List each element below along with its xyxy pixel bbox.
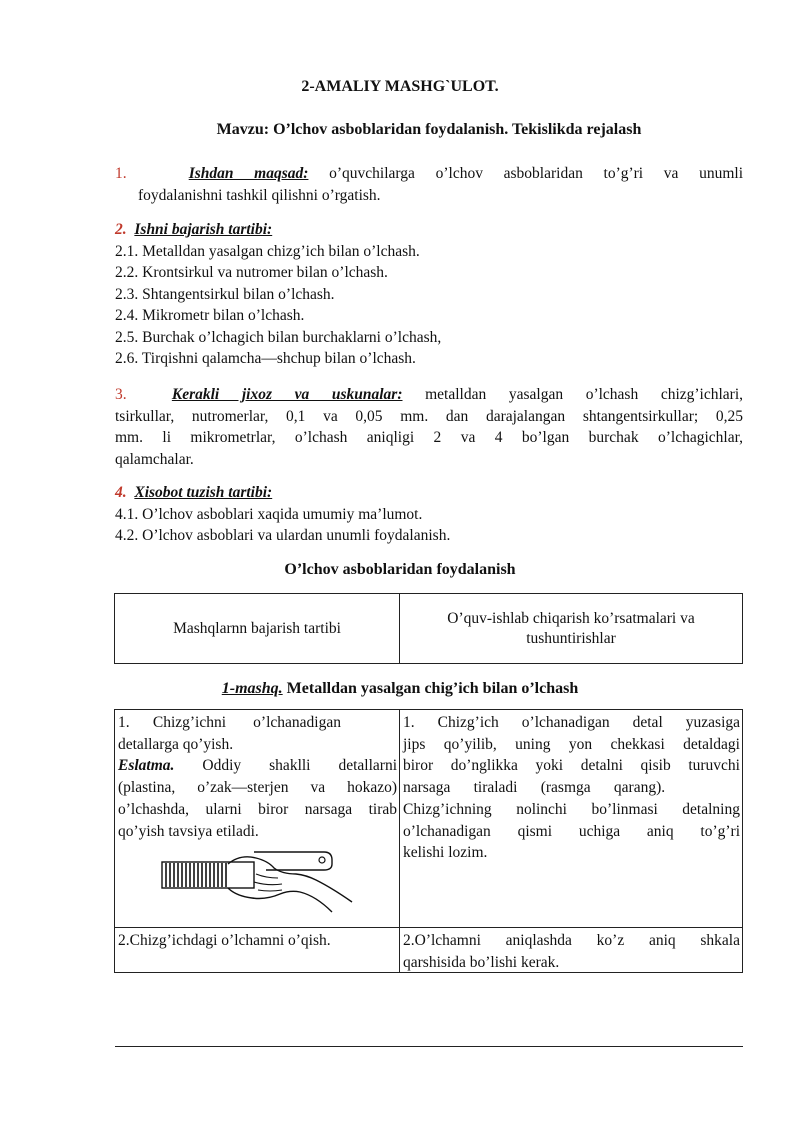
exercise-title-text: Metalldan yasalgan chig’ich bilan o’lchash bbox=[282, 680, 579, 697]
row-1-left-line: detallarga qo’yish. bbox=[118, 735, 234, 753]
table-row bbox=[115, 710, 742, 927]
table-row bbox=[115, 927, 742, 972]
section-3-number: 3. bbox=[115, 386, 127, 403]
row-1-right-line: narsaga tiraladi (rasmga qarang). bbox=[403, 779, 666, 797]
exercise-label: 1-mashq. bbox=[221, 680, 283, 697]
row-1-right-line: jips qo’yilib, uning yon chekkasi detaldagi bbox=[403, 735, 740, 753]
section-1-text-1: o’quvchilarga o’lchov asboblaridan to’g’ri va unumli bbox=[308, 165, 744, 182]
section-2-heading-line bbox=[115, 219, 743, 241]
section-4-heading: Xisobot tuzish tartibi: bbox=[134, 484, 273, 501]
row-1-note-line: qo’yish tavsiya etiladi. bbox=[118, 822, 259, 840]
row-1-left-line: 1. Chizg’ichni o’lchanadigan bbox=[118, 714, 341, 731]
row-2-left-cell: 2.Chizg’ichdagi o’lchamni o’qish. bbox=[115, 928, 400, 972]
section-4-number: 4. bbox=[115, 484, 127, 501]
section-3-line-2: tsirkullar, nutromerlar, 0,1 va 0,05 mm. dan darajalangan shtangentsirkullar; 0,25 bbox=[115, 407, 743, 425]
row-2-right-line: 2.O’lchamni aniqlashda ko’z aniq shkala bbox=[403, 932, 740, 949]
section-2-item: 2.6. Tirqishni qalamcha—shchup bilan o’lchash. bbox=[115, 350, 416, 367]
section-1-line-1 bbox=[115, 163, 744, 185]
section-2-item: 2.3. Shtangentsirkul bilan o’lchash. bbox=[115, 285, 335, 303]
header-col-1: Mashqlarnn bajarish tartibi bbox=[115, 594, 400, 663]
row-1-note-line bbox=[118, 755, 397, 777]
exercise-title bbox=[0, 680, 800, 698]
section-1 bbox=[115, 163, 743, 206]
row-1-right-line: 1. Chizg’ich o’lchanadigan detal yuzasiga bbox=[403, 714, 740, 731]
section-2-item: 2.1. Metalldan yasalgan chizg’ich bilan o’lchash. bbox=[115, 242, 420, 260]
section-3-line-1 bbox=[115, 384, 743, 406]
row-1-right-line: kelishi lozim. bbox=[403, 844, 488, 862]
header-col-2: O’quv-ishlab chiqarish ko’rsatmalari va tushuntirishlar bbox=[447, 609, 695, 647]
header-table bbox=[114, 593, 743, 664]
section-2-item: 2.5. Burchak o’lchagich bilan burchaklarni o’lchash, bbox=[115, 328, 442, 346]
section-3 bbox=[115, 384, 743, 470]
section-3-line-4: qalamchalar. bbox=[115, 450, 194, 468]
table-title: O’lchov asboblaridan foydalanish bbox=[284, 561, 516, 578]
section-3-line-3: mm. li mikrometrlar, o’lchash aniqligi 2 va 4 bo’lgan burchak o’lchagichlar, bbox=[115, 429, 743, 446]
section-2-item: 2.2. Krontsirkul va nutromer bilan o’lchash. bbox=[115, 264, 388, 281]
section-1-line-2: foydalanishni tashkil qilishni o’rgatish. bbox=[138, 186, 381, 204]
section-2-heading: Ishni bajarish tartibi: bbox=[134, 221, 273, 238]
section-2 bbox=[115, 219, 743, 370]
section-2-number: 2. bbox=[115, 221, 127, 238]
row-1-right-line: Chizg’ichning nolinchi bo’linmasi detalning bbox=[403, 800, 740, 818]
exercise-table bbox=[114, 709, 743, 973]
document-title: 2-AMALIY MASHG`ULOT. bbox=[301, 78, 499, 95]
hand-ruler-illustration-icon bbox=[156, 844, 356, 916]
row-1-right-cell bbox=[400, 710, 742, 927]
row-1-left-cell bbox=[115, 710, 400, 927]
row-1-note-line: (plastina, o’zak—sterjen va hokazo) bbox=[118, 779, 397, 797]
row-1-right-line: o’lchanadigan qismi uchiga aniq to’g’ri bbox=[403, 822, 740, 840]
section-1-number: 1. bbox=[115, 165, 127, 182]
note-label: Eslatma. bbox=[118, 757, 175, 775]
row-1-right-line: biror do’nglikka yoki detalni qisib turuvchi bbox=[403, 757, 740, 775]
row-2-right-cell bbox=[400, 928, 742, 972]
section-4-item: 4.1. O’lchov asboblari xaqida umumiy ma’lumot. bbox=[115, 505, 423, 523]
row-2-right-line: qarshisida bo’lishi kerak. bbox=[403, 953, 560, 971]
footer-divider bbox=[115, 1046, 743, 1047]
note-text: Oddiy shaklli detallarni bbox=[174, 757, 397, 775]
section-4-heading-line bbox=[115, 482, 743, 504]
document-topic: Mavzu: O’lchov asboblaridan foydalanish. Tekislikda rejalash bbox=[216, 121, 642, 138]
section-3-heading: Kerakli jixoz va uskunalar: bbox=[171, 386, 403, 403]
section-4-item: 4.2. O’lchov asboblari va ulardan unumli foydalanish. bbox=[115, 527, 451, 544]
section-3-text-1: metalldan yasalgan o’lchash chizg’ichlari, bbox=[402, 386, 744, 403]
section-2-item: 2.4. Mikrometr bilan o’lchash. bbox=[115, 307, 305, 324]
section-1-heading: Ishdan maqsad: bbox=[188, 165, 309, 182]
section-4 bbox=[115, 482, 743, 547]
row-1-note-line: o’lchashda, ularni biror narsaga tirab bbox=[118, 800, 397, 818]
